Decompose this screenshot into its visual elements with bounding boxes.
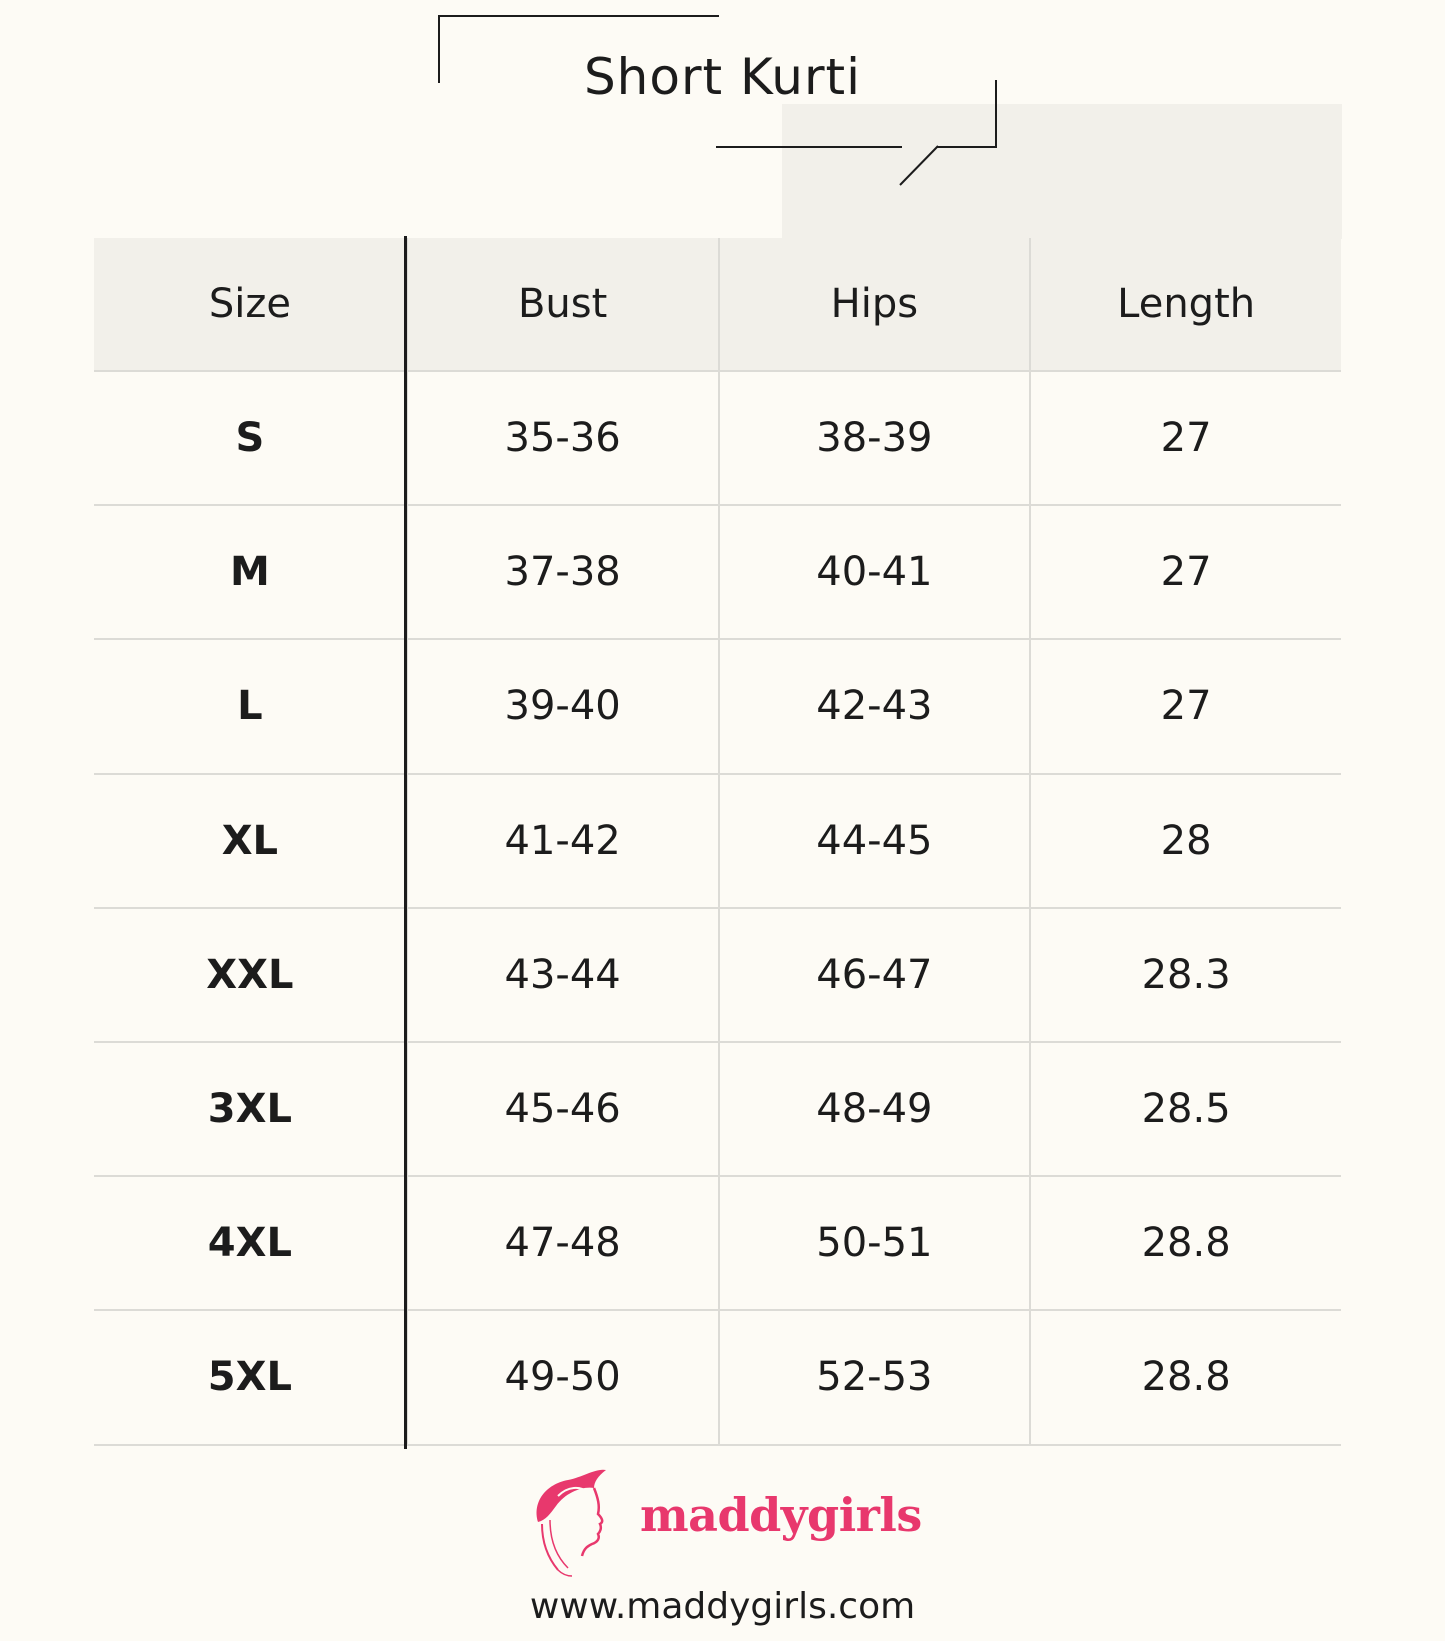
title-frame-bottom-line <box>716 146 902 148</box>
table-row <box>94 372 1341 506</box>
decorative-panel <box>782 104 1342 239</box>
column-header-size: Size <box>208 281 291 327</box>
bust-cell: 37-38 <box>406 506 718 638</box>
hips-cell: 52-53 <box>718 1311 1030 1443</box>
table-row <box>94 1043 1341 1177</box>
title-frame-top-line <box>438 15 719 17</box>
column-header-bust: Bust <box>406 238 718 370</box>
column-header-length: Length <box>1029 238 1341 370</box>
length-cell: 27 <box>1029 640 1341 772</box>
table-row <box>94 1177 1341 1311</box>
table-row <box>94 775 1341 909</box>
length-cell: 27 <box>1029 372 1341 504</box>
table-header-row <box>94 238 1341 372</box>
size-cell: XXL <box>206 951 294 998</box>
hips-cell: 50-51 <box>718 1177 1030 1309</box>
hips-cell: 38-39 <box>718 372 1030 504</box>
bust-cell: 49-50 <box>406 1311 718 1443</box>
bust-cell: 35-36 <box>406 372 718 504</box>
size-cell: L <box>237 683 263 730</box>
bust-cell: 45-46 <box>406 1043 718 1175</box>
size-cell: M <box>229 549 270 596</box>
table-row <box>94 909 1341 1043</box>
bust-cell: 41-42 <box>406 775 718 907</box>
table-row <box>94 1311 1341 1445</box>
brand-logo-icon <box>528 1462 628 1582</box>
hips-cell: 46-47 <box>718 909 1030 1041</box>
title-frame-slash <box>898 145 940 187</box>
size-cell: 5XL <box>207 1354 292 1401</box>
length-cell: 28 <box>1029 775 1341 907</box>
size-column-divider <box>404 236 407 1449</box>
size-cell: 4XL <box>207 1220 292 1267</box>
table-row <box>94 506 1341 640</box>
length-cell: 28.8 <box>1029 1177 1341 1309</box>
size-cell: 3XL <box>207 1086 292 1133</box>
length-cell: 28.5 <box>1029 1043 1341 1175</box>
length-cell: 28.3 <box>1029 909 1341 1041</box>
title-frame-bottom-right-line <box>937 146 997 148</box>
hips-cell: 44-45 <box>718 775 1030 907</box>
hips-cell: 42-43 <box>718 640 1030 772</box>
bust-cell: 47-48 <box>406 1177 718 1309</box>
website-url: www.maddygirls.com <box>529 1586 916 1627</box>
bust-cell: 43-44 <box>406 909 718 1041</box>
length-cell: 28.8 <box>1029 1311 1341 1443</box>
brand-name: maddygirls <box>640 1488 922 1542</box>
column-header-hips: Hips <box>718 238 1030 370</box>
bust-cell: 39-40 <box>406 640 718 772</box>
size-cell: XL <box>221 817 279 864</box>
size-chart-table <box>94 238 1341 1446</box>
hips-cell: 40-41 <box>718 506 1030 638</box>
page-title: Short Kurti <box>583 48 862 106</box>
hips-cell: 48-49 <box>718 1043 1030 1175</box>
length-cell: 27 <box>1029 506 1341 638</box>
size-cell: S <box>235 415 265 462</box>
table-row <box>94 640 1341 774</box>
